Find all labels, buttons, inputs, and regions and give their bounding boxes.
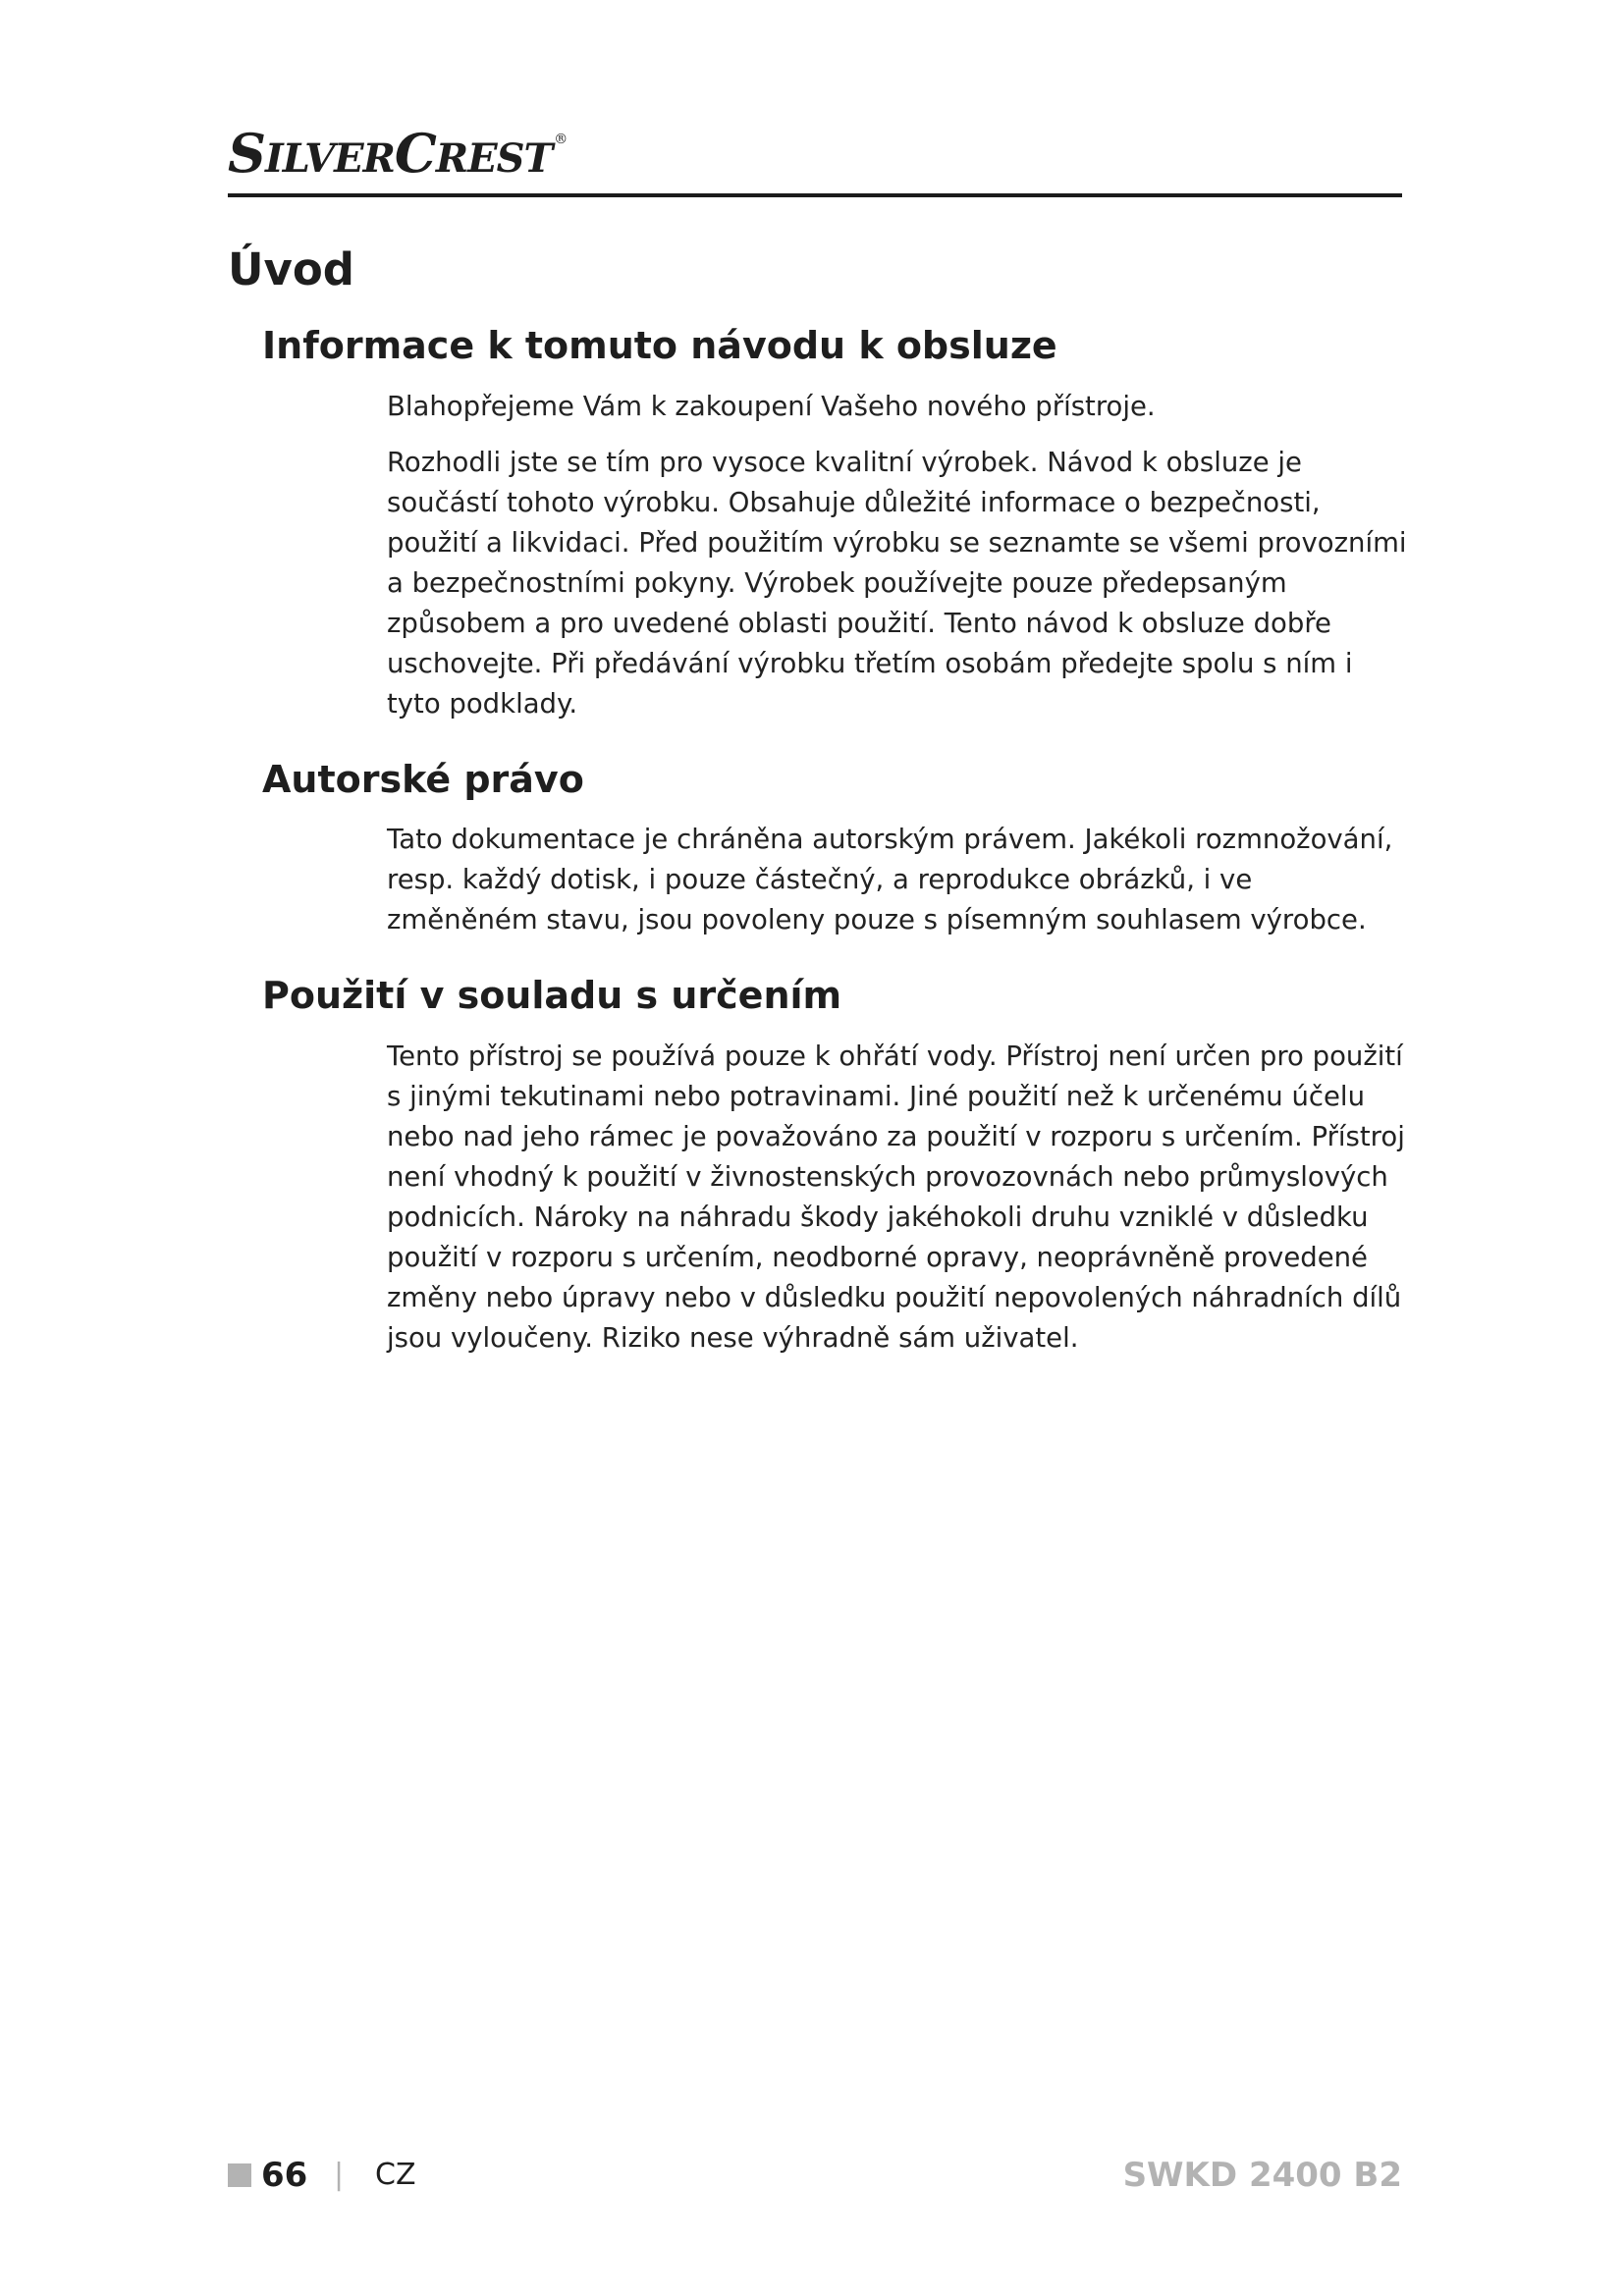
- page-footer: [228, 2152, 1402, 2201]
- section-manual-info: [262, 324, 1407, 724]
- section-heading: Informace k tomuto návodu k obsluze: [262, 324, 1057, 367]
- section-copyright: [262, 758, 1401, 941]
- section-intended-use: [262, 974, 1405, 1359]
- brand-logo: SILVERCREST ®: [228, 122, 568, 185]
- page-number: 66: [261, 2156, 308, 2195]
- section-heading: Použití v souladu s určením: [262, 974, 842, 1018]
- paragraph: Tato dokumentace je chráněna autorským právem. Jakékoli rozmnožování, resp. každý dotisk, i pouze částečný, a reprodukce obrázků, i ve změněném stavu, jsou povoleny pouze s písemným souhlasem výrobce.: [387, 824, 1393, 936]
- model-number: SWKD 2400 B2: [1122, 2156, 1402, 2195]
- paragraph: Blahopřejeme Vám k zakoupení Vašeho nového přístroje.: [387, 390, 1156, 422]
- paragraph: Tento přístroj se používá pouze k ohřátí vody. Přístroj není určen pro použití s jinými tekutinami nebo potravinami. Jiné použití než k určenému účelu nebo nad jeho rámec je považováno za použití v rozporu s určením. Přístroj není vhodný k použití v živnostenských provozovnách nebo průmyslových podnicích. Nároky na náhradu škody jakéhokoli druhu vzniklé v důsledku použití v rozporu s určením, neodborné opravy, neoprávněně provedené změny nebo úpravy nebo v důsledku použití nepovolených náhradních dílů jsou vyloučeny. Riziko nese výhradně sám uživatel.: [387, 1040, 1405, 1354]
- main-content: [262, 324, 1407, 1392]
- header-rule: [228, 193, 1402, 197]
- footer-square-icon: [228, 2163, 251, 2187]
- language-code: CZ: [375, 2158, 416, 2192]
- paragraph: Rozhodli jste se tím pro vysoce kvalitní výrobek. Návod k obsluze je součástí tohoto výrobku. Obsahuje důležité informace o bezpečnosti, použití a likvidaci. Před použitím výrobku se seznamte se všemi provozními a bezpečnostními pokyny. Výrobek používejte pouze předepsaným způsobem a pro uvedené oblasti použití. Tento návod k obsluze dobře uschovejte. Při předávání výrobku třetím osobám předejte spolu s ním i tyto podklady.: [387, 446, 1407, 720]
- section-heading: Autorské právo: [262, 757, 584, 801]
- footer-separator: |: [334, 2158, 345, 2192]
- page-title: Úvod: [228, 243, 355, 295]
